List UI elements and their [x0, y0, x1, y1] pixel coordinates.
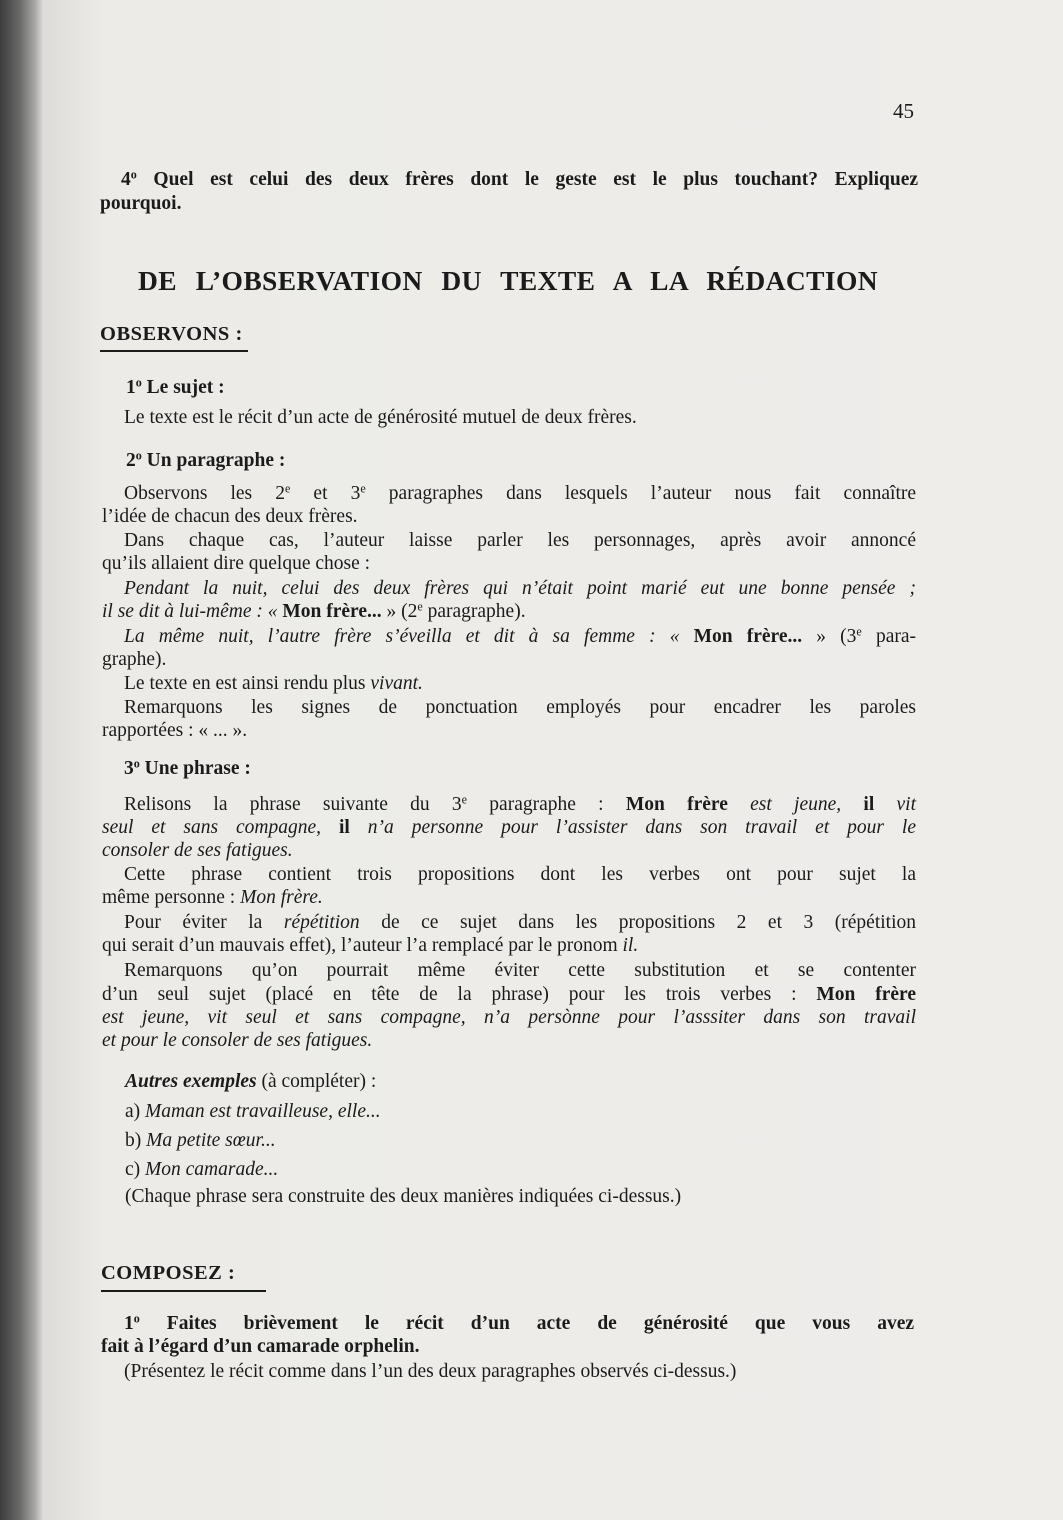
paragraphe-quote1-line1: Pendant la nuit, celui des deux frères qui n’était point marié eut une bonne pensée ; [124, 578, 916, 599]
phrase-eviter-line1: Pour éviter la répétition de ce sujet dans les propositions 2 et 3 (répétition [124, 912, 916, 933]
paragraphe-quote1-line2: il se dit à lui-même : « Mon frère... » (2e paragraphe). [102, 599, 526, 622]
paragraphe-vivant: Le texte en est ainsi rendu plus vivant. [124, 673, 423, 694]
exemples-note: (Chaque phrase sera construite des deux manières indiquées ci-dessus.) [125, 1186, 682, 1207]
phrase-relisons-line2: seul et sans compagne, il n’a personne pour l’assister dans son travail et pour le [102, 817, 916, 838]
section-title: DE L’OBSERVATION DU TEXTE A LA RÉDACTION [138, 265, 878, 296]
composez-note: (Présentez le récit comme dans l’un des deux paragraphes observés ci-dessus.) [124, 1361, 737, 1382]
phrase-substitution-line4: et pour le consoler de ses fatigues. [102, 1030, 373, 1051]
phrase-contient-line1: Cette phrase contient trois propositions dont les verbes ont pour sujet la [124, 864, 916, 885]
exemple-c: c) Mon camarade... [125, 1159, 279, 1180]
paragraphe-quote2-line2: graphe). [102, 649, 167, 670]
question-4-number: 4 [121, 169, 131, 190]
composez-question-line1: 1$^o$ Faites brièvement le récit d’un acte de générosité que vous avez [124, 1311, 915, 1334]
book-binding-shadow [0, 0, 44, 1520]
phrase-eviter-line2: qui serait d’un mauvais effet), l’auteur l’a remplacé par le pronom il. [102, 935, 639, 956]
question-4-line1: 4$^o$ Quel est celui des deux frères dont le geste est le plus touchant? Expliquez [121, 167, 919, 190]
phrase-contient-line2: même personne : Mon frère. [102, 887, 323, 908]
phrase-relisons-line1: Relisons la phrase suivante du 3e paragraphe : Mon frère est jeune, il vit [124, 792, 917, 815]
sujet-heading: 1$^o$ Le sujet : [126, 375, 225, 398]
observons-underline [100, 350, 248, 352]
exemples-heading: Autres exemples (à compléter) : [125, 1071, 377, 1092]
paragraphe-p2-line2: qu’ils allaient dire quelque chose : [102, 553, 371, 574]
paragraphe-ponct-line2: rapportées : « ... ». [102, 720, 248, 741]
sujet-text: Le texte est le récit d’un acte de générosité mutuel de deux frères. [124, 407, 637, 428]
paragraphe-heading: 2$^o$ Un paragraphe : [126, 448, 286, 471]
observons-heading: OBSERVONS : [100, 323, 243, 345]
phrase-heading: 3$^o$ Une phrase : [124, 756, 251, 779]
question-4-line2: pourquoi. [100, 193, 182, 214]
phrase-substitution-line2: d’un seul sujet (placé en tête de la phrase) pour les trois verbes : Mon frère [102, 984, 916, 1005]
paragraphe-quote2-line1: La même nuit, l’autre frère s’éveilla et dit à sa femme : « Mon frère... » (3e para- [124, 624, 916, 647]
exemple-b: b) Ma petite sœur... [125, 1130, 276, 1151]
exemple-a: a) Maman est travailleuse, elle... [125, 1101, 381, 1122]
composez-heading: COMPOSEZ : [101, 1262, 236, 1284]
paragraphe-ponct-line1: Remarquons les signes de ponctuation employés pour encadrer les paroles [124, 697, 916, 718]
phrase-substitution-line3: est jeune, vit seul et sans compagne, n’a persònne pour l’asssiter dans son travail [102, 1007, 916, 1028]
composez-question-line2: fait à l’égard d’un camarade orphelin. [101, 1336, 420, 1357]
page-number: 45 [893, 99, 914, 123]
paragraphe-p2-line1: Dans chaque cas, l’auteur laisse parler les personnages, après avoir annoncé [124, 530, 916, 551]
question-4-text: Quel est celui des deux frères dont le geste est le plus touchant? Expliquez [153, 169, 919, 190]
phrase-substitution-line1: Remarquons qu’on pourrait même éviter cette substitution et se contenter [124, 960, 916, 981]
paragraphe-p1-line2: l’idée de chacun des deux frères. [102, 506, 358, 527]
paragraphe-p1-line1: Observons les 2e et 3e paragraphes dans lesquels l’auteur nous fait connaître [124, 481, 917, 504]
composez-underline [101, 1290, 266, 1292]
phrase-relisons-line3: consoler de ses fatigues. [102, 840, 293, 861]
